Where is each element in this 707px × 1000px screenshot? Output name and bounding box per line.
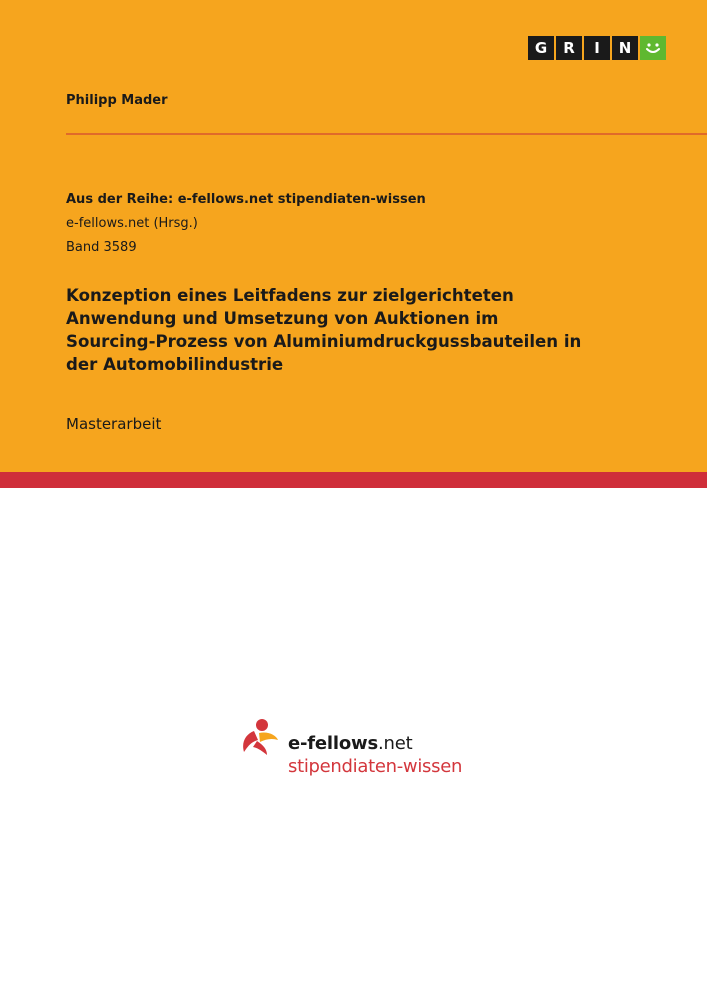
author-name: Philipp Mader <box>66 93 168 108</box>
book-title-line: Sourcing-Prozess von Aluminiumdruckgussbauteilen in <box>66 332 582 351</box>
e-fellows-wordmark-suffix: .net <box>377 733 413 754</box>
series-title: Aus der Reihe: e-fellows.net stipendiaten-wissen <box>66 192 426 207</box>
e-fellows-logo <box>238 718 478 778</box>
series-volume: Band 3589 <box>66 240 137 255</box>
e-fellows-mark-icon <box>238 718 282 758</box>
grin-logo-letter: R <box>556 36 582 60</box>
grin-logo-letter: I <box>584 36 610 60</box>
book-title-line: der Automobilindustrie <box>66 355 284 374</box>
e-fellows-wordmark <box>288 733 412 754</box>
document-type: Masterarbeit <box>66 415 162 433</box>
e-fellows-wordmark-bold: e-fellows <box>288 733 378 754</box>
book-title <box>66 284 666 376</box>
book-title-line: Anwendung und Umsetzung von Auktionen im <box>66 309 499 328</box>
grin-logo <box>528 36 666 60</box>
cover-orange-panel <box>0 0 707 472</box>
book-title-line: Konzeption eines Leitfadens zur zielgerichteten <box>66 286 514 305</box>
grin-logo-letter: G <box>528 36 554 60</box>
e-fellows-tagline: stipendiaten-wissen <box>288 756 463 777</box>
series-editor: e-fellows.net (Hrsg.) <box>66 216 198 231</box>
smiley-icon <box>640 36 666 60</box>
grin-logo-letter: N <box>612 36 638 60</box>
cover-red-band <box>0 472 707 488</box>
divider-line <box>66 133 707 135</box>
